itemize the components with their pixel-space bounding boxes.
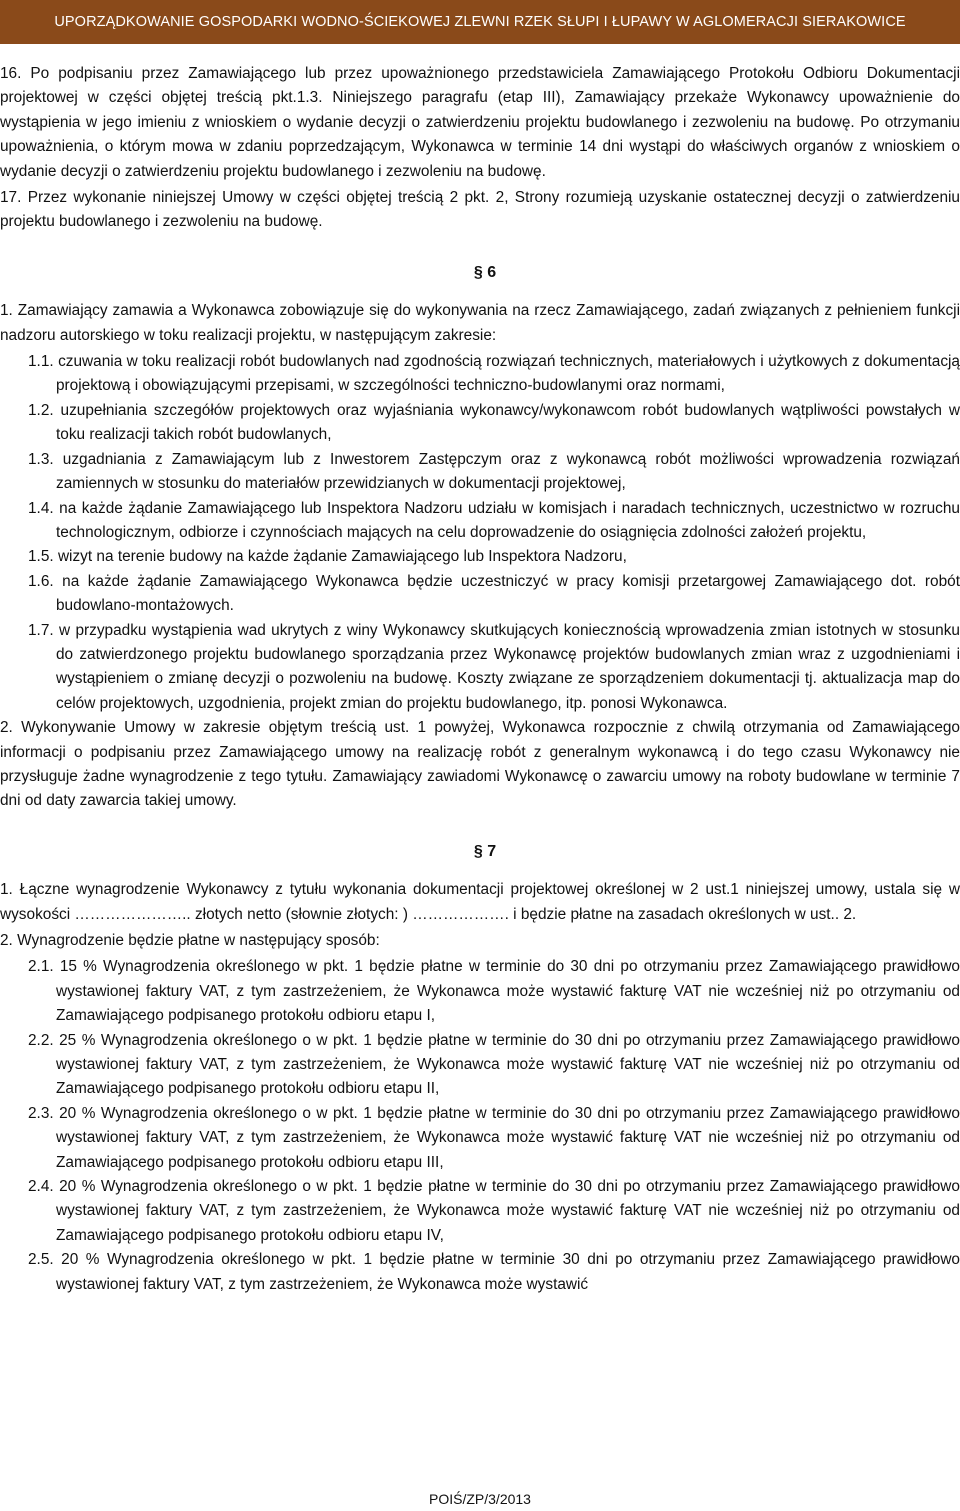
list-item: 2.5. 20 % Wynagrodzenia określonego w pkt. 1 będzie płatne w terminie 30 dni po otrzymaniu przez Zamawiającego prawidłowo wystawionej faktury VAT, z tym zastrzeżeniem, że Wykonawca może wystawić: [28, 1251, 960, 1293]
document-header: [0, 0, 960, 44]
section-7-paragraph-1: 1. Łączne wynagrodzenie Wykonawcy z tytułu wykonania dokumentacji projektowej określonej w 2 ust.1 niniejszej umowy, ustala się w wysokości ………………….. złotych netto (słownie złotych: ) ………………. i będzie płatne na zasadach określonych w ust.. 2.: [0, 881, 960, 923]
footer-reference: POIŚ/ZP/3/2013: [429, 1491, 531, 1507]
list-item: 1.2. uzupełniania szczegółów projektowych oraz wyjaśniania wykonawcy/wykonawcom robót budowlanych wątpliwości powstałych w toku realizacji takich robót budowlanych,: [28, 401, 960, 444]
paragraph-16: 16. Po podpisaniu przez Zamawiającego lub przez upoważnionego przedstawiciela Zamawiającego Protokołu Odbioru Dokumentacji projektowej w części objętej treścią pkt.1.3. Niniejszego paragrafu (etap III), Zamawiający przekaże Wykonawcy upoważnienie do wystąpienia w jego imieniu z wnioskiem o wydanie decyzji o zatwierdzeniu projektu budowlanego i zezwoleniu na budowę. Po otrzymaniu upoważnienia, o którym mowa w zdaniu poprzedzającym, Wykonawca w terminie 14 dni wystąpi do właściwych organów z wnioskiem o wydanie decyzji o zatwierdzeniu projektu budowlanego i zezwoleniu na budowę.: [0, 65, 960, 180]
list-item: 1.6. na każde żądanie Zamawiającego Wykonawca będzie uczestniczyć w pracy komisji przetargowej Zamawiającego dot. robót budowlano-montażowych.: [28, 572, 960, 615]
section-7-number: 7: [487, 842, 497, 860]
list-item: 1.7. w przypadku wystąpienia wad ukrytych z winy Wykonawcy skutkujących koniecznością wprowadzenia zmian istotnych w stosunku do zatwierdzonego projektu budowlanego sporządzania przez Wykonawcę projektów budowlanych zmian wraz z uzgodnieniami i wystąpieniem o zmianę decyzji o pozwoleniu na budowę. Koszty związane ze sporządzeniem dokumentacji tj. aktualizacja map do celów projektowych, uzgodnienia, projekt zmian do projektu budowlanego, itp. ponosi Wykonawca.: [28, 621, 960, 712]
section-7-heading: [0, 840, 960, 864]
list-item: 1.4. na każde żądanie Zamawiającego lub Inspektora Nadzoru udziału w komisjach i naradach technicznych, uczestnictwo w rozruchu technologicznym, odbiorze i czynnościach mających na celu doprowadzenie do osiągnięcia zdolności założeń projektu,: [28, 499, 960, 541]
page-footer: [0, 1488, 960, 1510]
header-title: UPORZĄDKOWANIE GOSPODARKI WODNO-ŚCIEKOWEJ ZLEWNI RZEK SŁUPI I ŁUPAWY W AGLOMERACJI SIERAKOWICE: [54, 14, 906, 30]
section-sign: §: [473, 263, 488, 281]
section-6-number: 6: [487, 263, 497, 281]
list-item: 1.5. wizyt na terenie budowy na każde żądanie Zamawiającego lub Inspektora Nadzoru,: [28, 548, 627, 566]
section-6-heading: [0, 261, 960, 285]
list-item: 2.2. 25 % Wynagrodzenia określonego o w pkt. 1 będzie płatne w terminie do 30 dni po otrzymaniu przez Zamawiającego prawidłowo wystawionej faktury VAT, z tym zastrzeżeniem, że Wykonawca może wystawić fakturę VAT nie wcześniej niż po otrzymaniu od Zamawiającego podpisanego protokołu odbioru etapu II,: [28, 1031, 960, 1098]
list-item: 2.4. 20 % Wynagrodzenia określonego o w pkt. 1 będzie płatne w terminie do 30 dni po otrzymaniu przez Zamawiającego prawidłowo wystawionej faktury VAT, z tym zastrzeżeniem, że Wykonawca może wystawić fakturę VAT nie wcześniej niż po otrzymaniu od Zamawiającego podpisanego protokołu odbioru etapu IV,: [28, 1178, 960, 1244]
list-item: 2.3. 20 % Wynagrodzenia określonego o w pkt. 1 będzie płatne w terminie do 30 dni po otrzymaniu przez Zamawiającego prawidłowo wystawionej faktury VAT, z tym zastrzeżeniem, że Wykonawca może wystawić fakturę VAT nie wcześniej niż po otrzymaniu od Zamawiającego podpisanego protokołu odbioru etapu III,: [28, 1104, 960, 1171]
section-7-paragraph-2: 2. Wynagrodzenie będzie płatne w następujący sposób:: [0, 932, 380, 949]
list-item: 2.1. 15 % Wynagrodzenia określonego w pkt. 1 będzie płatne w terminie do 30 dni po otrzymaniu przez Zamawiającego prawidłowo wystawionej faktury VAT, z tym zastrzeżeniem, że Wykonawca może wystawić fakturę VAT nie wcześniej niż po otrzymaniu od Zamawiającego podpisanego protokołu odbioru etapu I,: [28, 958, 960, 1025]
section-6-paragraph-2: 2. Wykonywanie Umowy w zakresie objętym treścią ust. 1 powyżej, Wykonawca rozpocznie z chwilą otrzymania od Zamawiającego informacji o podpisaniu przez Zamawiającego umowy na realizację robót z generalnym wykonawcą i do tego czasu Wykonawcy nie przysługuje żadne wynagrodzenie z tego tytułu. Zamawiający zawiadomi Wykonawcę o zawarciu umowy na roboty budowlane w terminie 7 dni od daty zawarcia takiej umowy.: [0, 719, 960, 810]
section-6-paragraph-1: 1. Zamawiający zamawia a Wykonawca zobowiązuje się do wykonywania na rzecz Zamawiającego, zadań związanych z pełnieniem funkcji nadzoru autorskiego w toku realizacji projektu, w następującym zakresie:: [0, 302, 960, 344]
paragraph-17: 17. Przez wykonanie niniejszej Umowy w części objętej treścią 2 pkt. 2, Strony rozumieją uzyskanie ostatecznej decyzji o zatwierdzeniu projektu budowlanego i zezwoleniu na budowę.: [0, 189, 960, 231]
section-sign: §: [473, 842, 488, 860]
list-item: 1.3. uzgadniania z Zamawiającym lub z Inwestorem Zastępczym oraz z wykonawcą robót możliwości wprowadzenia rozwiązań zamiennych w stosunku do materiałów przewidzianych w dokumentacji projektowej,: [28, 450, 960, 493]
list-item: 1.1. czuwania w toku realizacji robót budowlanych nad zgodnością rozwiązań technicznych, materiałowych i użytkowych z dokumentacją projektową i obowiązującymi przepisami, w szczególności techniczno-budowlanymi oraz normami,: [28, 353, 960, 395]
document-body: [0, 62, 960, 1297]
